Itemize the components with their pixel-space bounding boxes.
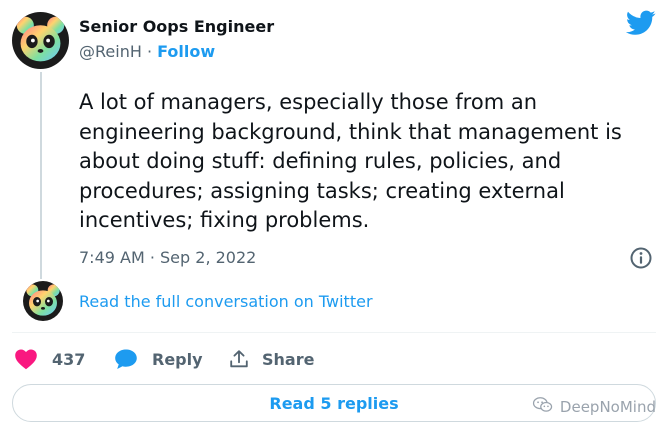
thread-line xyxy=(40,72,42,279)
tweet-timestamp[interactable]: 7:49 AM · Sep 2, 2022 xyxy=(79,248,257,267)
twitter-bird-icon[interactable] xyxy=(626,10,656,36)
divider xyxy=(12,332,656,333)
follow-button[interactable]: Follow xyxy=(157,42,216,61)
wechat-icon xyxy=(532,396,554,418)
conversation-avatar[interactable] xyxy=(23,281,63,321)
tweet-text: A lot of managers, especially those from an engineering background, think that management is about doing stuff: defining rules, policies, and procedures; assigning tasks; creating external incentives; fixing problems. xyxy=(79,90,622,232)
read-replies-label: Read 5 replies xyxy=(269,394,399,413)
handle-row xyxy=(79,41,215,63)
watermark-text: DeepNoMind xyxy=(559,398,656,416)
like-button[interactable] xyxy=(14,346,85,372)
share-upload-icon xyxy=(228,348,250,370)
handle-separator: · xyxy=(141,42,158,61)
like-count: 437 xyxy=(52,349,86,369)
share-button[interactable] xyxy=(228,346,314,372)
author-handle[interactable]: @ReinH xyxy=(79,42,142,61)
heart-icon xyxy=(14,348,38,370)
share-label: Share xyxy=(262,349,315,369)
watermark xyxy=(532,396,656,418)
speech-bubble-icon xyxy=(114,348,138,370)
author-avatar[interactable] xyxy=(12,12,69,69)
reply-label: Reply xyxy=(152,349,203,369)
read-conversation-link[interactable]: Read the full conversation on Twitter xyxy=(79,292,373,311)
author-name[interactable]: Senior Oops Engineer xyxy=(79,17,275,36)
info-icon[interactable] xyxy=(628,245,654,271)
reply-button[interactable] xyxy=(114,346,203,372)
